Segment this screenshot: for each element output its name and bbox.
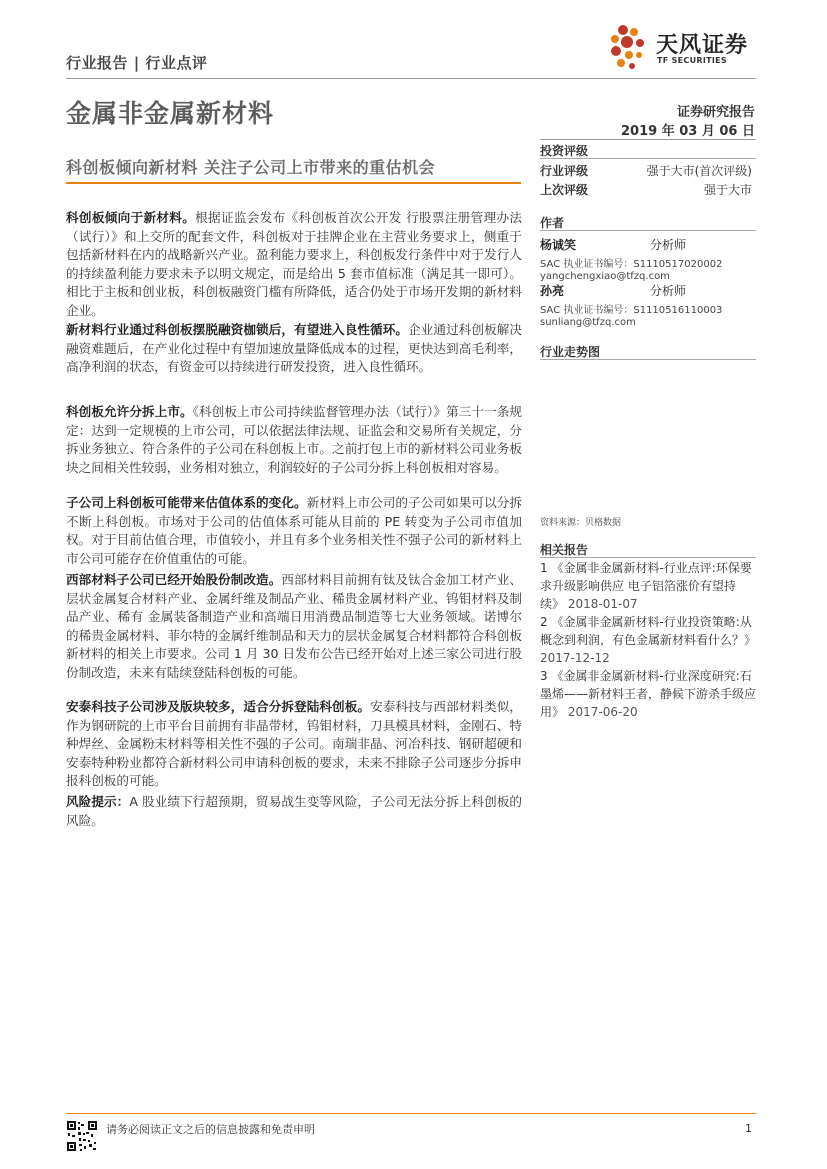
paragraph-text: 《科创板上市公司持续监督管理办法（试行）》第三十一条规定：达到一定规模的上市公司，可以依据法律法规、证监会和交易所有关规定，分拆业务独立、符合条件的子公司在科创板上市。之前打包上市的新材料公司业务板块之间相关性较弱，业务相对独立，利润较好的子公司分拆上科创板相对容易。 [66, 404, 522, 475]
paragraph-text: 西部材料目前拥有钛及钛合金加工材产业、层状金属复合材料产业、金属纤维及制品产业、稀贵金属材料产业、钨钼材料及制品产业、稀有 金属装备制造产业和高端日用消费品制造等七大业务领域。诺博尔的稀贵金属材料、菲尔特的金属纤维制品和天力的层状金属复合材料都符合科创板新材料的相关上市要求。公司 1 月 30 日发布公告已经开始对上述三家公司进行股份制改造，未来有陆续登陆科创板的可能。 [66, 572, 523, 680]
paragraph-lead: 安泰科技子公司涉及版块较多，适合分拆登陆科创板。 [66, 699, 371, 714]
author-role: 分析师 [650, 284, 687, 298]
author-name: 杨诚笑 [540, 238, 577, 252]
date-divider [540, 139, 756, 140]
related-heading: 相关报告 [540, 543, 589, 557]
body-paragraph [66, 209, 522, 320]
rating-label: 上次评级 [540, 183, 589, 197]
author-name: 孙亮 [540, 284, 565, 298]
paragraph-text: 企业通过科创板解决融资难题后，在产业化过程中有望加速放量降低成本的过程，更快达到高毛利率，高净利润的状态，有资金可以持续进行研发投资，进入良性循环。 [66, 322, 523, 374]
page-number: 1 [745, 1122, 752, 1135]
rating-label: 行业评级 [540, 164, 589, 178]
paragraph-text: 安泰科技与西部材料类似，作为钢研院的上市平台目前拥有非晶带材，钨钼材料，刀具模具材料，金刚石、特种焊丝、金属粉末材料等相关性不强的子公司。南瑞非晶、河冶科技、钢研超硬和安泰特种粉业都符合新材料公司申请科创板的要求，未来不排除子公司逐步分拆申报科创板的可能。 [66, 699, 523, 788]
author-block [540, 282, 756, 328]
related-item[interactable] [540, 559, 756, 613]
rating-value: 强于大市(首次评级) [646, 164, 752, 178]
breadcrumb: 行业报告 | 行业点评 [66, 54, 208, 72]
author-cert: SAC 执业证书编号：S1110516110003 [540, 305, 723, 316]
rating-divider [540, 158, 756, 159]
related-item-title[interactable]: 1 《金属非金属新材料-行业点评:环保要求升级影响供应 电子铝箔涨价有望持续》 [540, 561, 752, 611]
related-item-title[interactable]: 2 《金属非金属新材料-行业投资策略:从概念到利润，有色金属新材料看什么？》 [540, 615, 757, 647]
paragraph-lead: 子公司上科创板可能带来估值体系的变化。 [66, 495, 307, 510]
related-list [540, 559, 756, 721]
related-item-date: 2017-12-12 [540, 651, 610, 665]
report-date: 2019 年 03 月 06 日 [621, 124, 755, 139]
paragraph-text: 新材料上市公司的子公司如果可以分拆不断上科创板。市场对于公司的估值体系可能从目前的 PE 转变为子公司市值加权。对于目前估值合理，市值较小，并且有多个业务相关性不强子公司的新材料上市公司可能存在价值重估的可能。 [66, 495, 523, 566]
page-title: 金属非金属新材料 [66, 99, 275, 128]
paragraph-text: 根据证监会发布《科创板首次公开发 行股票注册管理办法（试行）》和上交所的配套文件，科创板对于挂牌企业在主营业务要求上，侧重于包括新材料在内的战略新兴产业。盈利能力要求上，科创板发行条件中对于发行人的持续盈利能力要求未予以明文规定，而是给出 5 套市值标准（满足其一即可）。相比于主板和创业板，科创板融资门槛有所降低，适合仍处于市场开发期的新材料企业。 [66, 210, 522, 318]
related-item[interactable] [540, 613, 756, 667]
logo-english-name: TF SECURITIES [657, 56, 727, 65]
logo-name: 天风证券 [656, 33, 749, 58]
footer-divider [66, 1113, 756, 1114]
related-item-date: 2018-01-07 [567, 597, 638, 611]
company-logo [605, 22, 765, 72]
trend-heading: 行业走势图 [540, 345, 601, 359]
author-cert: SAC 执业证书编号：S1110517020002 [540, 259, 723, 270]
paragraph-lead: 风险提示： [66, 794, 130, 809]
paragraph-lead: 西部材料子公司已经开始股份制改造。 [66, 572, 282, 587]
report-subtitle: 科创板倾向新材料 关注子公司上市带来的重估机会 [66, 158, 436, 177]
related-item-date: 2017-06-20 [567, 705, 638, 719]
rating-heading: 投资评级 [540, 144, 589, 158]
related-item[interactable] [540, 667, 756, 721]
related-item-title[interactable]: 3 《金属非金属新材料-行业深度研究:石墨烯——新材料王者，静候下游杀手级应用》 [540, 669, 757, 719]
chart-source: 资料来源：贝格数据 [540, 518, 622, 528]
body-paragraph [66, 494, 522, 568]
body-paragraph [66, 793, 522, 830]
header-divider [66, 78, 756, 79]
report-type: 证券研究报告 [676, 105, 755, 120]
footer-disclaimer[interactable]: 请务必阅读正文之后的信息披露和免责申明 [106, 1123, 315, 1136]
trend-chart-area [540, 362, 756, 510]
body-paragraph [66, 571, 522, 682]
author-block [540, 236, 756, 282]
body-paragraph [66, 321, 522, 377]
rating-row [540, 162, 756, 179]
paragraph-text: A 股业绩下行超预期，贸易战生变等风险，子公司无法分拆上科创板的风险。 [66, 794, 522, 828]
paragraph-lead: 科创板倾向于新材料。 [66, 210, 196, 225]
body-paragraph [66, 403, 522, 477]
author-email[interactable]: yangchengxiao@tfzq.com [540, 271, 670, 282]
authors-divider [540, 230, 756, 231]
paragraph-lead: 新材料行业通过科创板摆脱融资枷锁后，有望进入良性循环。 [66, 322, 409, 337]
paragraph-lead: 科创板允许分拆上市。 [66, 404, 193, 419]
authors-heading: 作者 [540, 216, 565, 230]
related-divider [540, 557, 756, 558]
trend-divider [540, 359, 756, 360]
author-email[interactable]: sunliang@tfzq.com [540, 317, 636, 328]
subtitle-underline [66, 182, 521, 184]
rating-row [540, 181, 756, 198]
author-role: 分析师 [650, 238, 687, 252]
logo-flower-icon [605, 22, 653, 72]
rating-value: 强于大市 [703, 183, 752, 197]
body-paragraph [66, 698, 522, 791]
qr-code-icon [66, 1120, 98, 1152]
